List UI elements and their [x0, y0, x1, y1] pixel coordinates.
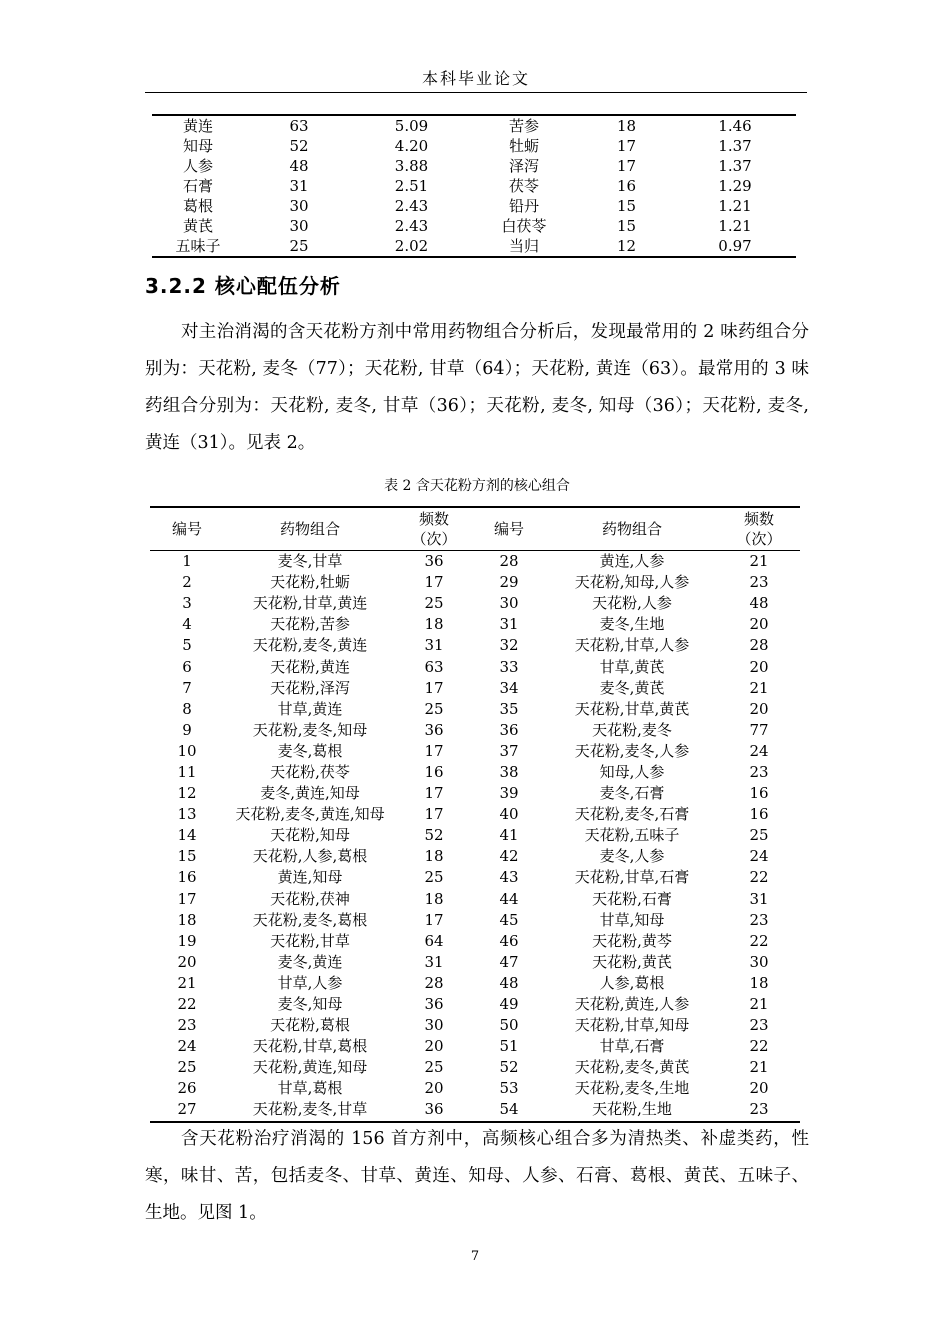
- table-cell: 24: [177, 1037, 197, 1056]
- table-cell: 23: [177, 1016, 197, 1035]
- table-cell: 黄连: [182, 117, 213, 135]
- table-cell: 18: [616, 117, 637, 135]
- table-cell: 21: [749, 678, 769, 697]
- table-cell: 21: [177, 973, 197, 992]
- table-cell: 21: [749, 1058, 769, 1077]
- table-cell: 63: [424, 657, 444, 676]
- table-cell: 33: [499, 657, 519, 676]
- table-cell: 30: [499, 594, 519, 613]
- table-cell: 4.20: [394, 137, 429, 155]
- table-cell: 23: [749, 1016, 769, 1035]
- table-cell: 天花粉,麦冬,知母: [252, 720, 368, 739]
- table-caption: 表 2 含天花粉方剂的核心组合: [384, 478, 570, 494]
- table-cell: 50: [499, 1016, 519, 1035]
- table-cell: 17: [424, 805, 444, 824]
- table-cell: 苦参: [508, 117, 539, 135]
- table-cell: 31: [499, 615, 519, 634]
- table-cell: 泽泻: [508, 157, 539, 175]
- table-cell: 麦冬,石膏: [599, 784, 665, 803]
- table-cell: 49: [499, 995, 519, 1014]
- header-id: 编号: [150, 507, 224, 551]
- table-cell: 甘草,石膏: [599, 1037, 665, 1056]
- table-row: [150, 994, 800, 1015]
- table-cell: 天花粉,甘草,石膏: [574, 868, 690, 887]
- table-cell: 48: [749, 594, 769, 613]
- table-cell: 23: [749, 1100, 769, 1119]
- table-cell: 天花粉,甘草,知母: [574, 1016, 690, 1035]
- table-cell: 43: [499, 868, 519, 887]
- header-frequency: 频数 （次）: [718, 507, 800, 551]
- table-cell: 麦冬,黄连,知母: [260, 784, 360, 803]
- table-cell: 3.88: [394, 157, 429, 175]
- table-row: [152, 156, 796, 176]
- table-cell: 17: [424, 678, 444, 697]
- table-cell: 天花粉,黄连: [270, 657, 350, 676]
- section-title: 3.2.2 核心配伍分析: [145, 274, 341, 298]
- table-cell: 14: [177, 826, 197, 845]
- table-cell: 天花粉,人参: [592, 594, 672, 613]
- table-cell: 天花粉,麦冬,黄芪: [574, 1058, 690, 1077]
- table-row: [150, 1036, 800, 1057]
- table-row: [150, 825, 800, 846]
- table-row: [150, 889, 800, 910]
- table-cell: 63: [289, 117, 309, 135]
- table-cell: 16: [749, 805, 769, 824]
- table-cell: 28: [424, 973, 444, 992]
- table-row: [150, 783, 800, 804]
- table-cell: 天花粉,麦冬,甘草: [252, 1100, 368, 1119]
- table-cell: 17: [424, 784, 444, 803]
- table-cell: 17: [424, 741, 444, 760]
- table-cell: 麦冬,甘草: [277, 552, 343, 571]
- table-cell: 34: [499, 678, 519, 697]
- table-cell: 18: [177, 910, 197, 929]
- table-row: [150, 635, 800, 656]
- table-cell: 20: [177, 952, 197, 971]
- table-cell: 24: [749, 741, 769, 760]
- table-row: [150, 741, 800, 762]
- table-cell: 天花粉,麦冬,黄连,知母: [235, 805, 385, 824]
- table-cell: 22: [749, 1037, 769, 1056]
- table-cell: 黄芪: [182, 217, 213, 235]
- table-cell: 19: [177, 931, 197, 950]
- table-cell: 32: [499, 636, 519, 655]
- table-cell: 18: [424, 889, 444, 908]
- table-cell: 天花粉,茯神: [270, 889, 350, 908]
- table-cell: 24: [749, 847, 769, 866]
- table-row: [150, 804, 800, 825]
- table-cell: 黄连,人参: [599, 552, 665, 571]
- table-cell: 天花粉,麦冬,生地: [574, 1079, 690, 1098]
- table-cell: 20: [749, 615, 769, 634]
- table-cell: 天花粉,五味子: [584, 826, 680, 845]
- table-cell: 2.51: [394, 177, 429, 195]
- table-cell: 天花粉,甘草,黄芪: [574, 699, 690, 718]
- table-cell: 天花粉,黄芩: [592, 931, 672, 950]
- table-cell: 麦冬,人参: [599, 847, 665, 866]
- table-cell: 天花粉,黄芪: [592, 952, 672, 971]
- table-cell: 白茯苓: [501, 217, 547, 235]
- table-row: [150, 931, 800, 952]
- table-cell: 47: [499, 952, 519, 971]
- table-cell: 2.02: [394, 237, 429, 255]
- table-cell: 36: [424, 995, 444, 1014]
- table-row: [150, 678, 800, 699]
- table-cell: 天花粉,甘草,黄连: [252, 594, 368, 613]
- table-row: [150, 614, 800, 635]
- table-cell: 17: [424, 910, 444, 929]
- table-cell: 1.21: [718, 197, 752, 215]
- table-cell: 麦冬,知母: [277, 995, 343, 1014]
- table-cell: 31: [289, 177, 309, 195]
- page-number: 7: [470, 1249, 480, 1264]
- table-cell: 天花粉,麦冬,人参: [574, 741, 690, 760]
- table-cell: 16: [177, 868, 197, 887]
- header-combination: 药物组合: [224, 507, 396, 551]
- table-row: [150, 1078, 800, 1099]
- table-cell: 甘草,人参: [277, 973, 343, 992]
- paragraph-summary: 含天花粉治疗消渴的 156 首方剂中，高频核心组合多为清热类、补虚类药，性寒，味甘、苦，包括麦冬、甘草、黄连、知母、人参、石膏、葛根、黄芪、五味子、生地。见图 1。: [145, 1129, 809, 1223]
- table-cell: 35: [499, 699, 519, 718]
- table-cell: 30: [289, 217, 309, 235]
- herb-frequency-table: [152, 114, 796, 258]
- table-cell: 22: [749, 931, 769, 950]
- table-cell: 16: [749, 784, 769, 803]
- table-cell: 22: [177, 995, 197, 1014]
- table-cell: 17: [424, 573, 444, 592]
- table-cell: 20: [424, 1037, 444, 1056]
- table-cell: 天花粉,甘草: [270, 931, 350, 950]
- table-cell: 25: [424, 594, 444, 613]
- table-row: [150, 699, 800, 720]
- table-cell: 5: [182, 636, 192, 655]
- table-cell: 53: [499, 1079, 519, 1098]
- table-row: [152, 136, 796, 156]
- table-cell: 21: [749, 552, 769, 571]
- table-cell: 1.46: [718, 117, 752, 135]
- table-cell: 人参,葛根: [599, 973, 665, 992]
- table-cell: 12: [616, 237, 637, 255]
- table-cell: 天花粉,茯苓: [270, 762, 350, 781]
- table-row: [150, 762, 800, 783]
- core-combination-table: [150, 506, 800, 1123]
- table-cell: 52: [289, 137, 309, 155]
- table-cell: 16: [424, 762, 444, 781]
- table-cell: 16: [616, 177, 637, 195]
- table-cell: 天花粉,葛根: [270, 1016, 350, 1035]
- table-cell: 22: [749, 868, 769, 887]
- table-cell: 25: [289, 237, 309, 255]
- table-cell: 52: [424, 826, 444, 845]
- table-cell: 麦冬,葛根: [277, 741, 343, 760]
- table-cell: 18: [424, 615, 444, 634]
- table-cell: 黄连,知母: [277, 868, 343, 887]
- table-row: [150, 1015, 800, 1036]
- table-cell: 天花粉,人参,葛根: [252, 847, 368, 866]
- table-cell: 21: [749, 995, 769, 1014]
- table-cell: 1.21: [718, 217, 752, 235]
- table-cell: 17: [616, 157, 637, 175]
- table-cell: 天花粉,知母,人参: [574, 573, 690, 592]
- table-cell: 39: [499, 784, 519, 803]
- table-cell: 48: [499, 973, 519, 992]
- table-cell: 1.29: [718, 177, 752, 195]
- table-cell: 7: [182, 678, 192, 697]
- table-cell: 3: [182, 594, 192, 613]
- table-cell: 葛根: [182, 197, 213, 215]
- table-cell: 23: [749, 910, 769, 929]
- table-row: [152, 115, 796, 136]
- table-cell: 38: [499, 762, 519, 781]
- table-cell: 17: [616, 137, 637, 155]
- table-cell: 36: [424, 552, 444, 571]
- table-cell: 52: [499, 1058, 519, 1077]
- table-cell: 30: [749, 952, 769, 971]
- table-cell: 牡蛎: [508, 137, 539, 155]
- table-cell: 44: [499, 889, 519, 908]
- table-cell: 15: [177, 847, 197, 866]
- table-cell: 知母: [182, 137, 213, 155]
- table-row: [152, 236, 796, 257]
- table-cell: 20: [749, 699, 769, 718]
- table-cell: 40: [499, 805, 519, 824]
- table-cell: 25: [177, 1058, 197, 1077]
- table-cell: 当归: [508, 237, 539, 255]
- table-row: [150, 656, 800, 677]
- table-cell: 11: [177, 762, 197, 781]
- table-cell: 25: [424, 699, 444, 718]
- table-row: [150, 720, 800, 741]
- header-id: 编号: [472, 507, 546, 551]
- table-cell: 42: [499, 847, 519, 866]
- table-row: [150, 551, 800, 573]
- table-cell: 天花粉,知母: [270, 826, 350, 845]
- table-cell: 45: [499, 910, 519, 929]
- table-row: [152, 196, 796, 216]
- page-header: 本科毕业论文: [145, 66, 807, 93]
- table-cell: 77: [749, 720, 769, 739]
- table-cell: 甘草,葛根: [277, 1079, 343, 1098]
- table-cell: 18: [424, 847, 444, 866]
- table-cell: 25: [749, 826, 769, 845]
- table-cell: 天花粉,苦参: [270, 615, 350, 634]
- table-row: [150, 952, 800, 973]
- table-cell: 28: [749, 636, 769, 655]
- table-cell: 石膏: [182, 177, 213, 195]
- table-cell: 人参: [182, 157, 213, 175]
- table-cell: 8: [182, 699, 192, 718]
- table-cell: 甘草,黄芪: [599, 657, 665, 676]
- table-cell: 天花粉,麦冬: [592, 720, 672, 739]
- table-cell: 26: [177, 1079, 197, 1098]
- table-cell: 15: [616, 197, 637, 215]
- table-cell: 31: [424, 952, 444, 971]
- table-row: [150, 1099, 800, 1121]
- table-cell: 36: [499, 720, 519, 739]
- table-cell: 10: [177, 741, 197, 760]
- table-cell: 天花粉,麦冬,黄连: [252, 636, 368, 655]
- table-row: [150, 593, 800, 614]
- table-row: [152, 176, 796, 196]
- table-cell: 天花粉,牡蛎: [270, 573, 350, 592]
- table-cell: 天花粉,麦冬,葛根: [252, 910, 368, 929]
- table-cell: 46: [499, 931, 519, 950]
- table-cell: 麦冬,黄芪: [599, 678, 665, 697]
- table-cell: 36: [424, 1100, 444, 1119]
- table-cell: 天花粉,生地: [592, 1100, 672, 1119]
- table-cell: 18: [749, 973, 769, 992]
- table-cell: 甘草,知母: [599, 910, 665, 929]
- table-cell: 9: [182, 720, 192, 739]
- table-cell: 30: [424, 1016, 444, 1035]
- table-cell: 6: [182, 657, 192, 676]
- table-cell: 天花粉,泽泻: [270, 678, 350, 697]
- table-cell: 天花粉,石膏: [592, 889, 672, 908]
- table-cell: 41: [499, 826, 519, 845]
- header-frequency: 频数 （次）: [396, 507, 472, 551]
- table-row: [150, 1057, 800, 1078]
- table-cell: 1.37: [718, 157, 752, 175]
- table-cell: 27: [177, 1100, 197, 1119]
- table-cell: 29: [499, 573, 519, 592]
- table-cell: 23: [749, 762, 769, 781]
- table-cell: 天花粉,甘草,人参: [574, 636, 690, 655]
- table-cell: 15: [616, 217, 637, 235]
- table-header-row: [150, 507, 800, 551]
- table-cell: 2.43: [394, 217, 429, 235]
- table-cell: 天花粉,黄连,知母: [252, 1058, 368, 1077]
- table-cell: 17: [177, 889, 197, 908]
- table-cell: 25: [424, 868, 444, 887]
- table-cell: 37: [499, 741, 519, 760]
- table-cell: 20: [424, 1079, 444, 1098]
- header-combination: 药物组合: [546, 507, 718, 551]
- table-cell: 麦冬,黄连: [277, 952, 343, 971]
- table-cell: 知母,人参: [599, 762, 665, 781]
- table-cell: 30: [289, 197, 309, 215]
- table-cell: 25: [424, 1058, 444, 1077]
- table-cell: 13: [177, 805, 197, 824]
- paragraph-core-combinations: 对主治消渴的含天花粉方剂中常用药物组合分析后，发现最常用的 2 味药组合分别为：天花粉, 麦冬（77）；天花粉, 甘草（64）；天花粉, 黄连（63）。最常用的 3 味药组合分别为：天花粉, 麦冬, 甘草（36）；天花粉, 麦冬, 知母（36）；天花粉, 麦冬, 黄连（31）。见表 2。: [145, 322, 809, 453]
- table-cell: 1.37: [718, 137, 752, 155]
- table-row: [152, 216, 796, 236]
- table-cell: 甘草,黄连: [277, 699, 343, 718]
- table-cell: 茯苓: [508, 177, 539, 195]
- table-row: [150, 846, 800, 867]
- table-row: [150, 572, 800, 593]
- table-cell: 28: [499, 552, 519, 571]
- table-cell: 31: [424, 636, 444, 655]
- table-cell: 51: [499, 1037, 519, 1056]
- table-cell: 0.97: [718, 237, 752, 255]
- table-cell: 天花粉,黄连,人参: [574, 995, 690, 1014]
- table-cell: 5.09: [394, 117, 429, 135]
- table-cell: 20: [749, 1079, 769, 1098]
- table-cell: 54: [499, 1100, 519, 1119]
- table-cell: 31: [749, 889, 769, 908]
- table-cell: 2: [182, 573, 192, 592]
- table-cell: 64: [424, 931, 444, 950]
- table-cell: 天花粉,甘草,葛根: [252, 1037, 368, 1056]
- table-cell: 4: [182, 615, 192, 634]
- table-cell: 天花粉,麦冬,石膏: [574, 805, 690, 824]
- table-cell: 1: [182, 552, 192, 571]
- table-cell: 铅丹: [508, 197, 539, 215]
- table-cell: 2.43: [394, 197, 429, 215]
- table-cell: 48: [289, 157, 309, 175]
- table-cell: 麦冬,生地: [599, 615, 665, 634]
- table-cell: 23: [749, 573, 769, 592]
- table-row: [150, 973, 800, 994]
- table-cell: 20: [749, 657, 769, 676]
- table-row: [150, 867, 800, 888]
- table-cell: 五味子: [175, 237, 221, 255]
- table-cell: 12: [177, 784, 197, 803]
- table-cell: 36: [424, 720, 444, 739]
- table-row: [150, 910, 800, 931]
